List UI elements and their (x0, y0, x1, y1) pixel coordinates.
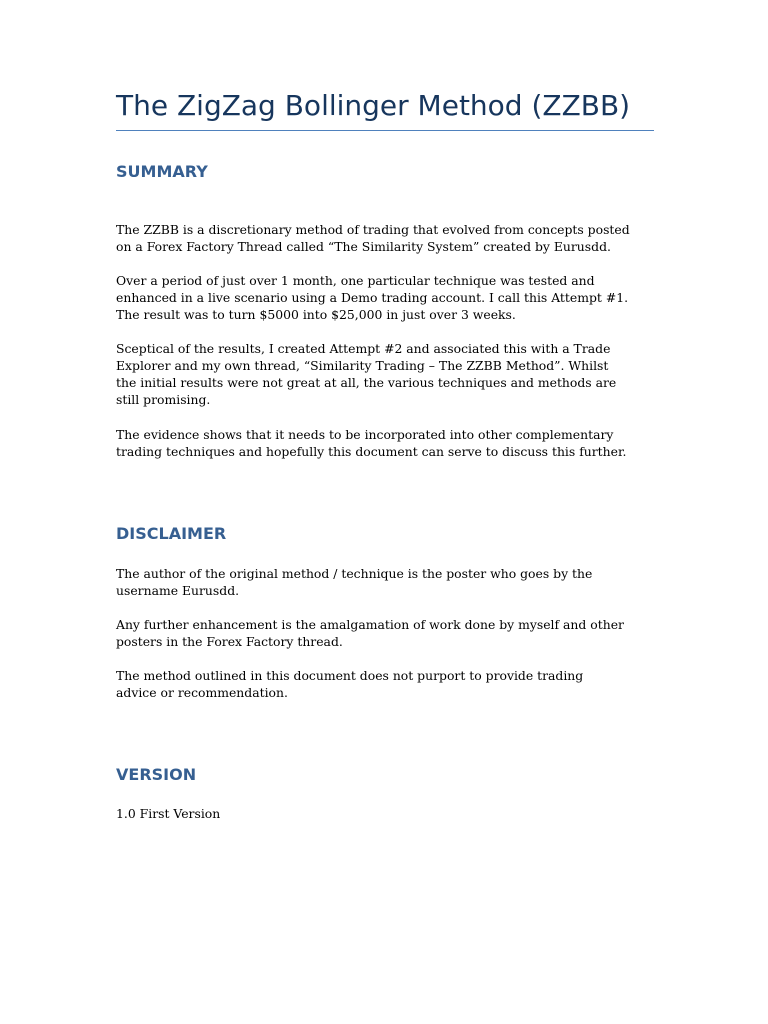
text-line: Over a period of just over 1 month, one particular technique was tested and (116, 273, 595, 288)
document-title: The ZigZag Bollinger Method (ZZBB) (116, 89, 631, 122)
text-line: The evidence shows that it needs to be incorporated into other complementary (116, 427, 614, 442)
text-line: advice or recommendation. (116, 685, 288, 700)
summary-paragraph-4 (116, 426, 664, 460)
text-line: Sceptical of the results, I created Attempt #2 and associated this with a Trade (116, 341, 611, 356)
text-line: the initial results were not great at all, the various techniques and methods are (116, 375, 617, 390)
version-paragraph-1 (116, 805, 664, 822)
text-line: Explorer and my own thread, “Similarity Trading – The ZZBB Method”. Whilst (116, 358, 609, 373)
text-line: The method outlined in this document does not purport to provide trading (116, 668, 584, 683)
text-line: Any further enhancement is the amalgamation of work done by myself and other (116, 617, 624, 632)
text-line: The ZZBB is a discretionary method of trading that evolved from concepts posted (116, 222, 630, 237)
version-heading: VERSION (116, 765, 197, 784)
text-line: trading techniques and hopefully this document can serve to discuss this further. (116, 444, 627, 459)
disclaimer-paragraph-3 (116, 667, 664, 701)
disclaimer-heading: DISCLAIMER (116, 524, 227, 543)
text-line: posters in the Forex Factory thread. (116, 634, 343, 649)
text-line: The result was to turn $5000 into $25,000 in just over 3 weeks. (116, 307, 516, 322)
text-line: username Eurusdd. (116, 583, 240, 598)
summary-paragraph-1 (116, 221, 664, 255)
text-line: on a Forex Factory Thread called “The Similarity System” created by Eurusdd. (116, 239, 611, 254)
title-underline-rule (116, 130, 654, 131)
text-line: 1.0 First Version (116, 806, 221, 821)
text-line: enhanced in a live scenario using a Demo trading account. I call this Attempt #1. (116, 290, 629, 305)
disclaimer-paragraph-1 (116, 565, 664, 599)
summary-heading: SUMMARY (116, 162, 208, 181)
text-line: still promising. (116, 392, 211, 407)
summary-paragraph-3 (116, 340, 664, 408)
summary-paragraph-2 (116, 272, 664, 323)
text-line: The author of the original method / technique is the poster who goes by the (116, 566, 593, 581)
disclaimer-paragraph-2 (116, 616, 664, 650)
